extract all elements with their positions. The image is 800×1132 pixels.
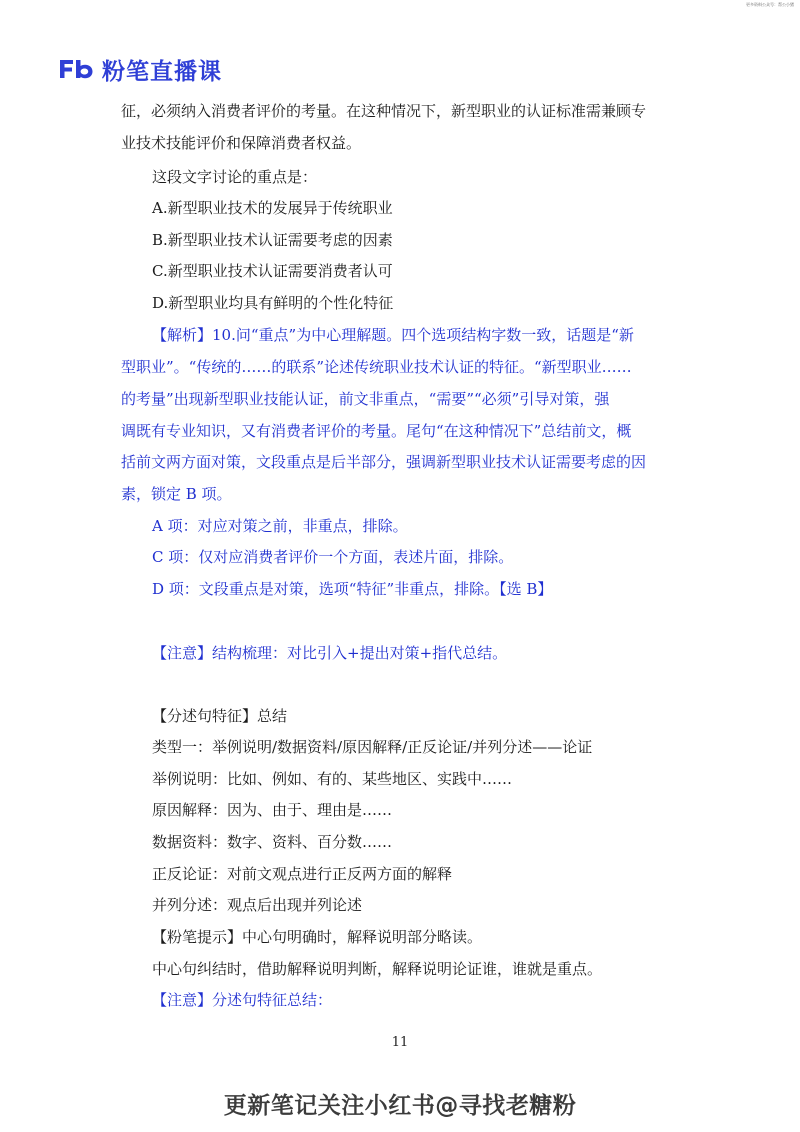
brand-logo [58,52,222,86]
option-b: B.新型职业技术认证需要考虑的因素 [152,231,393,249]
analysis-line: 【解析】10.问“重点”为中心理解题。四个选项结构字数一致，话题是“新 [152,326,634,344]
fb-logo-icon [58,58,94,80]
analysis-a-item: A 项：对应对策之前，非重点，排除。 [152,517,408,535]
paragraph-line: 征，必须纳入消费者评价的考量。在这种情况下，新型职业的认证标准需兼顾专 [121,102,647,120]
option-d: D.新型职业均具有鲜明的个性化特征 [152,294,394,312]
analysis-line: 的考量”出现新型职业技能认证，前文非重点，“需要”“必须”引导对策，强 [121,390,610,408]
question-text: 这段文字讨论的重点是： [152,168,318,186]
analysis-line: 括前文两方面对策，文段重点是后半部分，强调新型职业技术认证需要考虑的因 [121,453,647,471]
fenbi-tip-continued: 中心句纠结时，借助解释说明判断，解释说明论证谁，谁就是重点。 [152,960,603,978]
analysis-line: 型职业”。“传统的……的联系”论述传统职业技术认证的特征。“新型职业…… [121,358,632,376]
option-c: C.新型职业技术认证需要消费者认可 [152,262,393,280]
footer-promo-text: 更新笔记关注小红书@寻找老糖粉 [223,1093,577,1119]
option-a: A.新型职业技术的发展异于传统职业 [152,199,393,217]
paragraph-line: 业技术技能评价和保障消费者权益。 [121,134,362,152]
note-summary: 【注意】分述句特征总结： [152,991,333,1009]
analysis-d-item: D 项：文段重点是对策，选项“特征”非重点，排除。【选 B】 [152,580,553,598]
fenbi-tip: 【粉笔提示】中心句明确时，解释说明部分略读。 [152,928,483,946]
page-number: 11 [391,1035,409,1050]
summary-pros-cons: 正反论证：对前文观点进行正反两方面的解释 [152,865,453,883]
analysis-line: 素，锁定 B 项。 [121,485,232,503]
summary-parallel: 并列分述：观点后出现并列论述 [152,896,363,914]
analysis-line: 调既有专业知识，又有消费者评价的考量。尾句“在这种情况下”总结前文，概 [121,422,632,440]
header-watermark-text: 更多资料公众号：帮公小猪 [746,2,794,7]
summary-type-one: 类型一：举例说明/数据资料/原因解释/正反论证/并列分述——论证 [152,738,593,756]
logo-text: 粉笔直播课 [102,58,222,85]
summary-data: 数据资料：数字、资料、百分数…… [152,833,393,851]
note-structure: 【注意】结构梳理：对比引入+提出对策+指代总结。 [152,644,508,662]
summary-example: 举例说明：比如、例如、有的、某些地区、实践中…… [152,770,513,788]
summary-reason: 原因解释：因为、由于、理由是…… [152,801,393,819]
summary-title: 【分述句特征】总结 [152,707,288,725]
analysis-c-item: C 项：仅对应消费者评价一个方面，表述片面，排除。 [152,548,514,566]
